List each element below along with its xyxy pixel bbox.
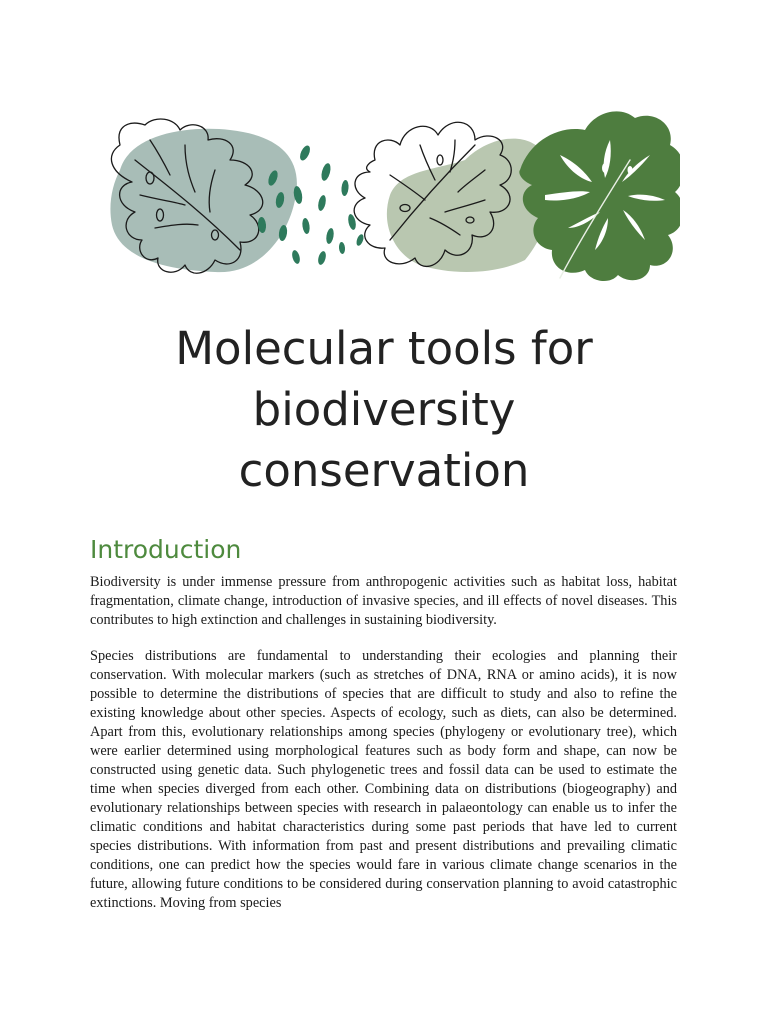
title-line-3: conservation (238, 444, 530, 497)
monstera-leaves-illustration (90, 100, 680, 290)
title-line-1: Molecular tools for (175, 322, 593, 375)
document-title (90, 318, 678, 501)
introduction-paragraph-1: Biodiversity is under immense pressure from anthropogenic activities such as habitat loss, habitat fragmentation, climate change, introduction of invasive species, and ill effects of novel diseases. This contributes to high extinction and challenges in sustaining biodiversity. (90, 574, 677, 628)
introduction-paragraph-2: Species distributions are fundamental to understanding their ecologies and planning their conservation. With molecular markers (such as stretches of DNA, RNA or amino acids), it is now possible to determine the distributions of species that are difficult to study and also to refine the existing knowledge about other species. Aspects of ecology, such as diets, can also be determined. Apart from this, evolutionary relationships among species (phylogeny or evolutionary tree), which were earlier determined using morphological features such as body form and shape, can now be constructed using genetic data. Such phylogenetic trees and fossil data can be used to estimate the time when species diverged from each other. Combining data on distributions (biogeography) and evolutionary relationships between species with research in palaeontology can enable us to infer the climatic conditions and habitat characteristics during some past periods that have led to current species distributions. With information from past and present distributions and prevailing climatic conditions, one can predict how the species would fare in various climate change scenarios in the future, allowing future conditions to be considered during conservation planning to avoid catastrophic extinctions. Moving from species (90, 648, 677, 911)
left-blob-shape (110, 129, 296, 272)
right-green-leaf-icon (519, 111, 680, 281)
section-heading-introduction: Introduction (90, 535, 242, 564)
title-line-2: biodiversity (252, 383, 516, 436)
